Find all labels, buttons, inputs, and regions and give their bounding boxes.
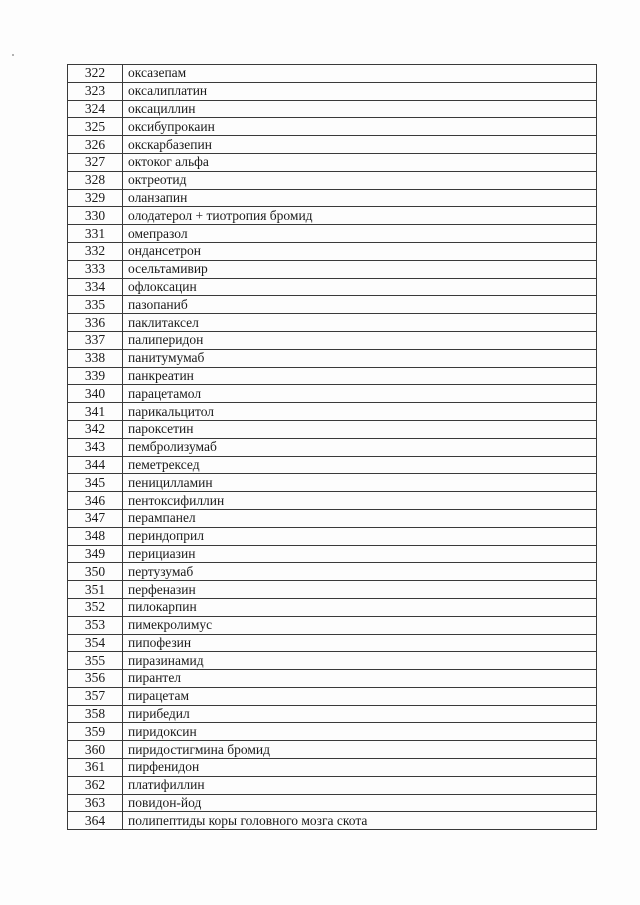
row-number: 352 bbox=[68, 598, 123, 616]
table-row bbox=[68, 527, 597, 545]
drug-name: олодатерол + тиотропия бромид bbox=[123, 207, 597, 225]
table-row bbox=[68, 118, 597, 136]
table-row bbox=[68, 723, 597, 741]
table-row bbox=[68, 278, 597, 296]
row-number: 348 bbox=[68, 527, 123, 545]
drug-name: ондансетрон bbox=[123, 242, 597, 260]
table-row bbox=[68, 65, 597, 83]
drug-name: пилокарпин bbox=[123, 598, 597, 616]
drug-name: панитумумаб bbox=[123, 349, 597, 367]
row-number: 335 bbox=[68, 296, 123, 314]
row-number: 324 bbox=[68, 100, 123, 118]
table-row bbox=[68, 581, 597, 599]
row-number: 345 bbox=[68, 474, 123, 492]
drug-name: октоког альфа bbox=[123, 153, 597, 171]
row-number: 357 bbox=[68, 687, 123, 705]
drug-name: оланзапин bbox=[123, 189, 597, 207]
table-row bbox=[68, 563, 597, 581]
row-number: 338 bbox=[68, 349, 123, 367]
row-number: 358 bbox=[68, 705, 123, 723]
scan-artifact bbox=[12, 54, 14, 56]
drug-name: периндоприл bbox=[123, 527, 597, 545]
drug-name: омепразол bbox=[123, 225, 597, 243]
table-row bbox=[68, 474, 597, 492]
drug-list-table bbox=[67, 64, 597, 830]
drug-name: оксазепам bbox=[123, 65, 597, 83]
drug-name: пазопаниб bbox=[123, 296, 597, 314]
drug-name: оксациллин bbox=[123, 100, 597, 118]
drug-name: пеницилламин bbox=[123, 474, 597, 492]
table-row bbox=[68, 82, 597, 100]
row-number: 323 bbox=[68, 82, 123, 100]
drug-name: перфеназин bbox=[123, 581, 597, 599]
row-number: 354 bbox=[68, 634, 123, 652]
drug-name: пипофезин bbox=[123, 634, 597, 652]
drug-name: пиридоксин bbox=[123, 723, 597, 741]
drug-name: пиразинамид bbox=[123, 652, 597, 670]
drug-name: осельтамивир bbox=[123, 260, 597, 278]
drug-name: пиридостигмина бромид bbox=[123, 741, 597, 759]
drug-name: парикальцитол bbox=[123, 403, 597, 421]
drug-name: платифиллин bbox=[123, 776, 597, 794]
drug-name: полипептиды коры головного мозга скота bbox=[123, 812, 597, 830]
row-number: 334 bbox=[68, 278, 123, 296]
table-row bbox=[68, 616, 597, 634]
table-row bbox=[68, 492, 597, 510]
row-number: 353 bbox=[68, 616, 123, 634]
row-number: 347 bbox=[68, 509, 123, 527]
row-number: 344 bbox=[68, 456, 123, 474]
drug-name: пирибедил bbox=[123, 705, 597, 723]
table-row bbox=[68, 314, 597, 332]
table-row bbox=[68, 456, 597, 474]
drug-name: пертузумаб bbox=[123, 563, 597, 581]
row-number: 343 bbox=[68, 438, 123, 456]
table-row bbox=[68, 207, 597, 225]
row-number: 363 bbox=[68, 794, 123, 812]
row-number: 351 bbox=[68, 581, 123, 599]
drug-name: повидон-йод bbox=[123, 794, 597, 812]
drug-name: панкреатин bbox=[123, 367, 597, 385]
row-number: 364 bbox=[68, 812, 123, 830]
drug-list-body bbox=[68, 65, 597, 830]
drug-name: оксалиплатин bbox=[123, 82, 597, 100]
table-row bbox=[68, 153, 597, 171]
drug-name: оксибупрокаин bbox=[123, 118, 597, 136]
row-number: 339 bbox=[68, 367, 123, 385]
table-row bbox=[68, 759, 597, 777]
row-number: 346 bbox=[68, 492, 123, 510]
row-number: 322 bbox=[68, 65, 123, 83]
row-number: 327 bbox=[68, 153, 123, 171]
row-number: 337 bbox=[68, 331, 123, 349]
row-number: 360 bbox=[68, 741, 123, 759]
row-number: 342 bbox=[68, 420, 123, 438]
row-number: 349 bbox=[68, 545, 123, 563]
row-number: 356 bbox=[68, 670, 123, 688]
row-number: 331 bbox=[68, 225, 123, 243]
drug-name: паклитаксел bbox=[123, 314, 597, 332]
drug-name: пимекролимус bbox=[123, 616, 597, 634]
table-row bbox=[68, 545, 597, 563]
drug-name: пембролизумаб bbox=[123, 438, 597, 456]
drug-name: окскарбазепин bbox=[123, 136, 597, 154]
row-number: 329 bbox=[68, 189, 123, 207]
table-row bbox=[68, 349, 597, 367]
drug-name: пароксетин bbox=[123, 420, 597, 438]
row-number: 359 bbox=[68, 723, 123, 741]
table-row bbox=[68, 225, 597, 243]
drug-name: пеметрексед bbox=[123, 456, 597, 474]
table-row bbox=[68, 812, 597, 830]
row-number: 333 bbox=[68, 260, 123, 278]
table-row bbox=[68, 670, 597, 688]
drug-name: перициазин bbox=[123, 545, 597, 563]
table-row bbox=[68, 100, 597, 118]
table-row bbox=[68, 438, 597, 456]
drug-name: пирфенидон bbox=[123, 759, 597, 777]
row-number: 332 bbox=[68, 242, 123, 260]
table-row bbox=[68, 331, 597, 349]
table-row bbox=[68, 705, 597, 723]
table-row bbox=[68, 776, 597, 794]
drug-name: офлоксацин bbox=[123, 278, 597, 296]
drug-name: пентоксифиллин bbox=[123, 492, 597, 510]
table-row bbox=[68, 403, 597, 421]
table-row bbox=[68, 367, 597, 385]
table-row bbox=[68, 385, 597, 403]
drug-name: пирацетам bbox=[123, 687, 597, 705]
drug-name: палиперидон bbox=[123, 331, 597, 349]
table-row bbox=[68, 652, 597, 670]
table-row bbox=[68, 242, 597, 260]
drug-name: октреотид bbox=[123, 171, 597, 189]
drug-name: перампанел bbox=[123, 509, 597, 527]
row-number: 362 bbox=[68, 776, 123, 794]
drug-name: пирантел bbox=[123, 670, 597, 688]
row-number: 326 bbox=[68, 136, 123, 154]
table-row bbox=[68, 296, 597, 314]
table-row bbox=[68, 687, 597, 705]
table-row bbox=[68, 634, 597, 652]
table-row bbox=[68, 260, 597, 278]
table-row bbox=[68, 741, 597, 759]
table-row bbox=[68, 171, 597, 189]
drug-name: парацетамол bbox=[123, 385, 597, 403]
row-number: 325 bbox=[68, 118, 123, 136]
table-row bbox=[68, 598, 597, 616]
row-number: 361 bbox=[68, 759, 123, 777]
row-number: 355 bbox=[68, 652, 123, 670]
row-number: 328 bbox=[68, 171, 123, 189]
table-row bbox=[68, 794, 597, 812]
table-row bbox=[68, 420, 597, 438]
row-number: 336 bbox=[68, 314, 123, 332]
table-row bbox=[68, 189, 597, 207]
table-row bbox=[68, 509, 597, 527]
row-number: 340 bbox=[68, 385, 123, 403]
row-number: 341 bbox=[68, 403, 123, 421]
row-number: 350 bbox=[68, 563, 123, 581]
table-row bbox=[68, 136, 597, 154]
row-number: 330 bbox=[68, 207, 123, 225]
